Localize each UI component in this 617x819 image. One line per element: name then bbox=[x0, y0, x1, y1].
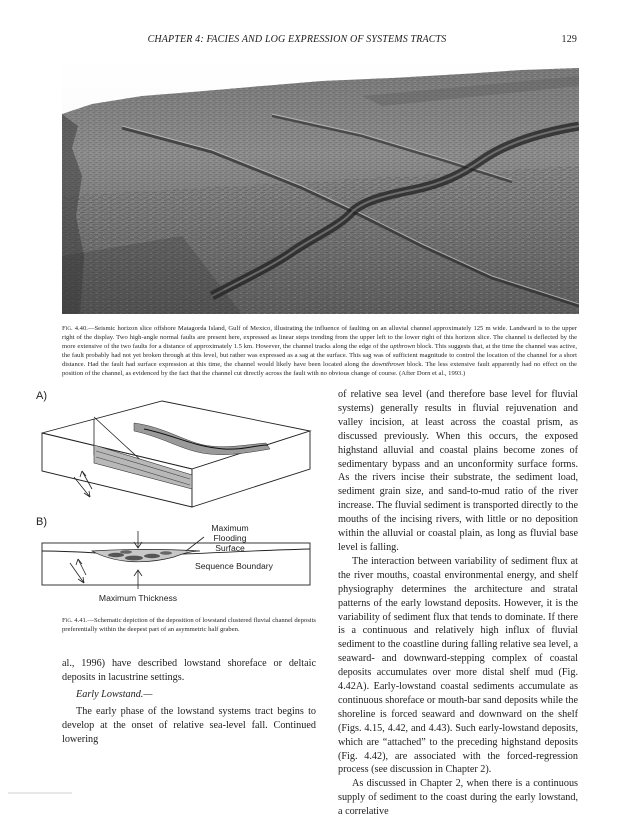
left-column-continuation: al., 1996) have described lowstand shoreface or deltaic deposits in lacustrine settings. bbox=[62, 658, 316, 683]
page-number: 129 bbox=[561, 34, 577, 45]
right-column-paragraph-2: The interaction between variability of sediment flux at the river mouths, coastal environmental energy, and shelf physiography determines the architecture and stratal patterns of the early lowstand deposits. However, it is the variability of sediment flux that tends to dominate. If there is a continuous and relatively high influx of fluvial sediment to the coastline during falling relative sea level, a seaward- and downward-stepping complex of coastal deposits accumulates over more distal shelf mud (Fig. 4.42A). Early-lowstand coastal sediments accumulate as continuous shoreface or mouth-bar sand deposits while the shoreline is forced seaward and downward on the shelf (Figs. 4.15, 4.42, and 4.43). Such early-lowstand deposits, which are “attached” to the preceding highstand deposits (Fig. 4.42), are associated with the forced-regression process (see discussion in Chapter 2). bbox=[338, 555, 578, 776]
figure-4-40-label: Fig. 4.40. bbox=[62, 325, 88, 332]
caption-text-part: block. This suggests that, at the time the channel was active, the fault probably had not yet broken through at this level, but rather was expressed as a sag at the surface. This sag was of sufficient magnitude to control the location of the channel for a short distance. Had the fault had surface expression at this time, the channel would likely have been located along the bbox=[62, 343, 578, 369]
panel-a-block-diagram bbox=[42, 401, 310, 507]
label-maximum-thickness: Maximum Thickness bbox=[98, 593, 178, 603]
left-column bbox=[62, 657, 316, 746]
right-column-paragraph-1: of relative sea level (and therefore base level for fluvial systems) generally results in fluvial rejuvenation and valley incision, at least across the coastal prism, as discussed previously. When this occurs, the exposed highstand alluvial and coastal plains become zones of sedimentary bypass and an unconformity surface forms. As the rivers incise their substrate, the sediment load, sediment grain size, and sand-to-mud ratio of the river increase. The fluvial sediment is transported directly to the mouths of the incising rivers, with little or no deposition within the alluvial or coastal plain, as long as fluvial base level is falling. bbox=[338, 389, 578, 553]
chapter-title: CHAPTER 4: FACIES AND LOG EXPRESSION OF SYSTEMS TRACTS bbox=[147, 34, 447, 45]
seismic-horizon-render bbox=[62, 56, 579, 314]
running-header bbox=[62, 34, 577, 48]
label-flooding: Flooding bbox=[213, 533, 247, 543]
label-surface: Surface bbox=[215, 543, 245, 553]
scan-artifact bbox=[8, 792, 72, 794]
panel-b-label: B) bbox=[36, 516, 47, 528]
right-column bbox=[338, 388, 578, 819]
figure-4-40-seismic-horizon-image bbox=[62, 56, 579, 314]
figure-4-40-caption bbox=[62, 324, 577, 379]
half-graben-diagram bbox=[34, 385, 316, 607]
caption-text-part: block. The less extensive fault apparently had no effect on the position of the channel, as evidenced by the fact that the channel cut directly across the fault with no obvious change of course. (After Dorn et al., 1993.) bbox=[62, 361, 577, 378]
panel-a-label: A) bbox=[36, 390, 47, 402]
figure-4-41-label: Fig. 4.41. bbox=[62, 617, 88, 624]
caption-text-part: —Schematic depiction of the deposition of lowstand clustered fluvial channel deposits preferentially within the deepest part of an asymmetric half graben. bbox=[62, 617, 316, 634]
caption-emphasis-downthrown: downthrown bbox=[371, 361, 405, 369]
section-subheading: Early Lowstand.— bbox=[76, 688, 153, 700]
label-maximum: Maximum bbox=[211, 523, 249, 533]
panel-b-cross-section bbox=[42, 531, 310, 589]
figure-4-41-caption bbox=[62, 616, 316, 634]
right-column-paragraph-3: As discussed in Chapter 2, when there is a continuous supply of sediment to the coast during the early lowstand, a correlative bbox=[338, 778, 578, 818]
figure-4-41-schematic bbox=[34, 385, 316, 607]
left-column-paragraph: The early phase of the lowstand systems tract begins to develop at the onset of relative sea-level fall. Continued lowering bbox=[62, 705, 316, 745]
label-sequence-boundary: Sequence Boundary bbox=[195, 561, 273, 571]
caption-emphasis-upthrown: upthrown bbox=[390, 343, 416, 351]
caption-text-part: —Seismic horizon slice offshore Matagorda Island, Gulf of Mexico, illustrating the influence of faulting on an alluvial channel approximately 125 m wide. Landward is to the upper right of the display. Two high-angle normal faults are present here, expressed as linear steps trending from the upper left to the lower right of this horizon slice. The channel is deflected by the more extensive of the two faults for a distance of approximately 1.5 km. However, the channel tracks along the edge of the bbox=[62, 325, 577, 351]
